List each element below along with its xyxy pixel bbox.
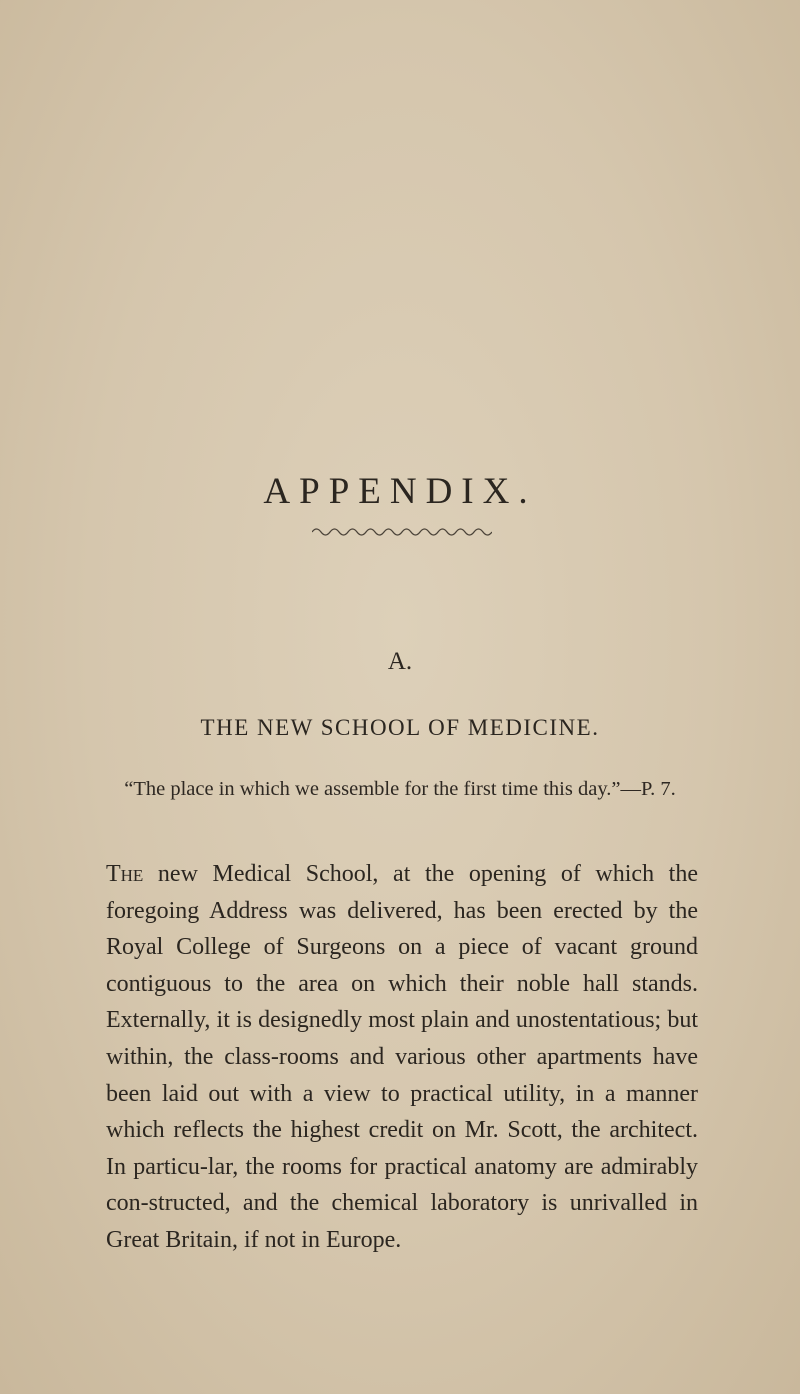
epigraph-quote: “The place in which we assemble for the first time this day.”—P. 7. [124, 778, 676, 800]
paragraph-text: new Medical School, at the opening of which the foregoing Address was delivered, has been erected by the Royal College of Surgeons on a piece of vacant ground contiguous to the area on which their noble hall stands. Externally, it is designedly most plain and unostentatious; but within, the class-rooms and various other apartments have been laid out with a view to practical utility, in a manner which reflects the highest credit on Mr. Scott, the architect. In particu-lar, the rooms for practical anatomy are admirably con-structed, and the chemical laboratory is unrivalled in Great Britain, if not in Europe. [106, 861, 698, 1253]
wavy-rule-ornament [312, 524, 492, 540]
section-letter: A. [387, 648, 413, 675]
section-title: THE NEW SCHOOL OF MEDICINE. [200, 715, 600, 740]
paragraph-lead-word: The [106, 861, 144, 887]
appendix-heading: APPENDIX. [263, 471, 537, 512]
body-paragraph [106, 856, 698, 1259]
